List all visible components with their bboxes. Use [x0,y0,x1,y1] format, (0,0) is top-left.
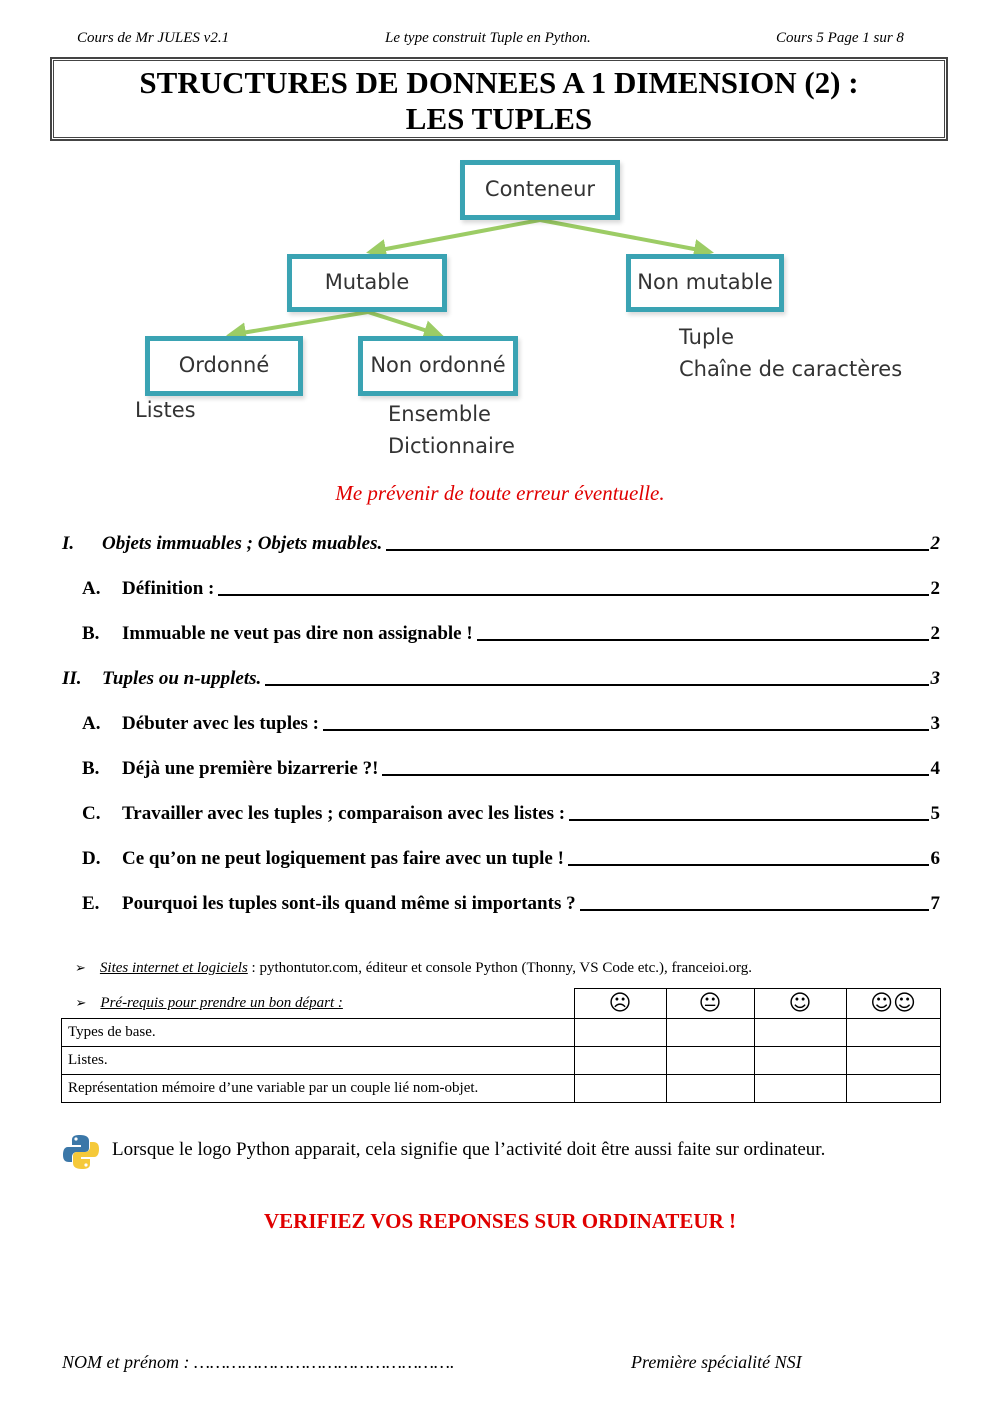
toc-entry[interactable] [82,578,940,600]
toc-label: Débuter avec les tuples : [122,713,320,734]
toc-leader [218,594,928,596]
toc-leader [265,684,928,686]
sites-label: Sites internet et logiciels [99,960,248,976]
node-conteneur: Conteneur [460,160,620,220]
check-cell[interactable] [666,1019,754,1047]
title-line-1: STRUCTURES DE DONNEES A 1 DIMENSION (2) : [139,65,859,100]
toc-number: B. [82,758,100,779]
toc-page: 7 [930,893,940,914]
prereq-label-cell [62,989,575,1019]
toc-entry[interactable] [82,893,940,915]
header-course: Cours de Mr JULES v2.1 [77,30,230,46]
toc-entry[interactable] [82,758,940,780]
check-cell[interactable] [754,1075,846,1103]
toc-page: 2 [930,578,940,599]
class-label: Première spécialité NSI [631,1352,802,1372]
header-subject: Le type construit Tuple en Python. [385,30,591,46]
check-cell[interactable] [666,1075,754,1103]
toc-number: I. [62,533,75,554]
toc-label: Travailler avec les tuples ; comparaison avec les listes : [122,803,566,824]
node-ordonne: Ordonné [145,336,303,396]
toc-page: 4 [930,758,940,779]
prereq-item: Listes. [62,1047,575,1075]
error-warning: Me prévenir de toute erreur éventuelle. [335,481,665,505]
toc-leader [323,729,928,731]
arrow-mutable-ordered [230,312,368,335]
toc-number: B. [82,623,100,644]
check-cell[interactable] [846,1047,940,1075]
prereq-item: Représentation mémoire d’une variable par un couple lié nom-objet. [62,1075,575,1103]
toc-number: D. [82,848,101,869]
toc-page: 6 [930,848,940,869]
check-cell[interactable] [754,1019,846,1047]
toc-number: A. [82,578,101,599]
node-non-mutable: Non mutable [626,254,784,312]
toc-label: Déjà une première bizarrerie ?! [122,758,379,779]
toc-entry[interactable] [62,668,940,690]
prereq-label: Pré-requis pour prendre un bon départ : [100,994,343,1011]
arrow-root-mutable [370,220,540,252]
title-line-2: LES TUPLES [405,101,593,136]
table-row [62,1047,941,1075]
toc-leader [477,639,929,641]
table-row [62,1075,941,1103]
neutral-smiley-icon: 😐 [666,989,754,1019]
toc-number: II. [62,668,82,689]
arrow-mutable-unordered [368,312,440,335]
label-chaine: Chaîne de caractères [679,357,903,381]
toc-page: 3 [930,713,940,734]
arrow-root-nonmutable [540,220,710,252]
check-cell[interactable] [574,1075,666,1103]
toc-number: C. [82,803,101,824]
toc-leader [580,909,929,911]
toc-label: Définition : [122,578,215,599]
toc-leader [386,549,928,551]
toc-page: 3 [930,668,940,689]
label-listes: Listes [135,398,196,422]
toc-label: Pourquoi les tuples sont-ils quand même si importants ? [122,893,576,914]
toc-label: Immuable ne veut pas dire non assignable ! [122,623,473,644]
prereq-table [61,988,941,1103]
sites-text: : pythontutor.com, éditeur et console Python (Thonny, VS Code etc.), franceioi.org. [247,960,753,976]
check-cell[interactable] [846,1019,940,1047]
toc-leader [569,819,928,821]
toc-entry[interactable] [82,623,940,645]
table-row [62,1019,941,1047]
toc-entry[interactable] [82,803,940,825]
toc-entry[interactable] [82,713,940,735]
toc-leader [382,774,928,776]
toc-entry[interactable] [82,848,940,870]
toc-label: Tuples ou n-upplets. [102,668,262,689]
happy-smiley-icon: ☺ [754,989,846,1019]
sites-bullet [75,960,752,977]
node-non-ordonne: Non ordonné [358,336,518,396]
check-cell[interactable] [846,1075,940,1103]
check-cell[interactable] [574,1019,666,1047]
toc-label: Objets immuables ; Objets muables. [102,533,383,554]
arrow-bullet-icon: ➢ [75,960,86,975]
toc-leader [568,864,929,866]
name-field-label: NOM et prénom : …………………………………………. [62,1352,455,1372]
node-mutable: Mutable [287,254,447,312]
toc-number: E. [82,893,100,914]
check-cell[interactable] [666,1047,754,1075]
python-logo-icon [62,1133,100,1171]
toc-label: Ce qu’on ne peut logiquement pas faire avec un tuple ! [122,848,564,869]
verify-banner: VERIFIEZ VOS REPONSES SUR ORDINATEUR ! [264,1209,736,1233]
prereq-item: Types de base. [62,1019,575,1047]
header-page: Cours 5 Page 1 sur 8 [776,30,904,46]
toc-number: A. [82,713,101,734]
very-happy-smiley-icon: ☺☺ [846,989,940,1019]
toc-page: 2 [930,533,940,554]
python-note: Lorsque le logo Python apparait, cela signifie que l’activité doit être aussi faite sur ordinateur. [112,1139,826,1160]
label-ensemble: Ensemble [388,402,491,426]
check-cell[interactable] [574,1047,666,1075]
label-tuple: Tuple [679,325,735,349]
toc-entry[interactable] [62,533,940,555]
toc-page: 5 [930,803,940,824]
check-cell[interactable] [754,1047,846,1075]
arrow-bullet-icon: ➢ [75,994,87,1010]
toc-page: 2 [930,623,940,644]
sad-smiley-icon: ☹ [574,989,666,1019]
label-dictionnaire: Dictionnaire [388,434,515,458]
